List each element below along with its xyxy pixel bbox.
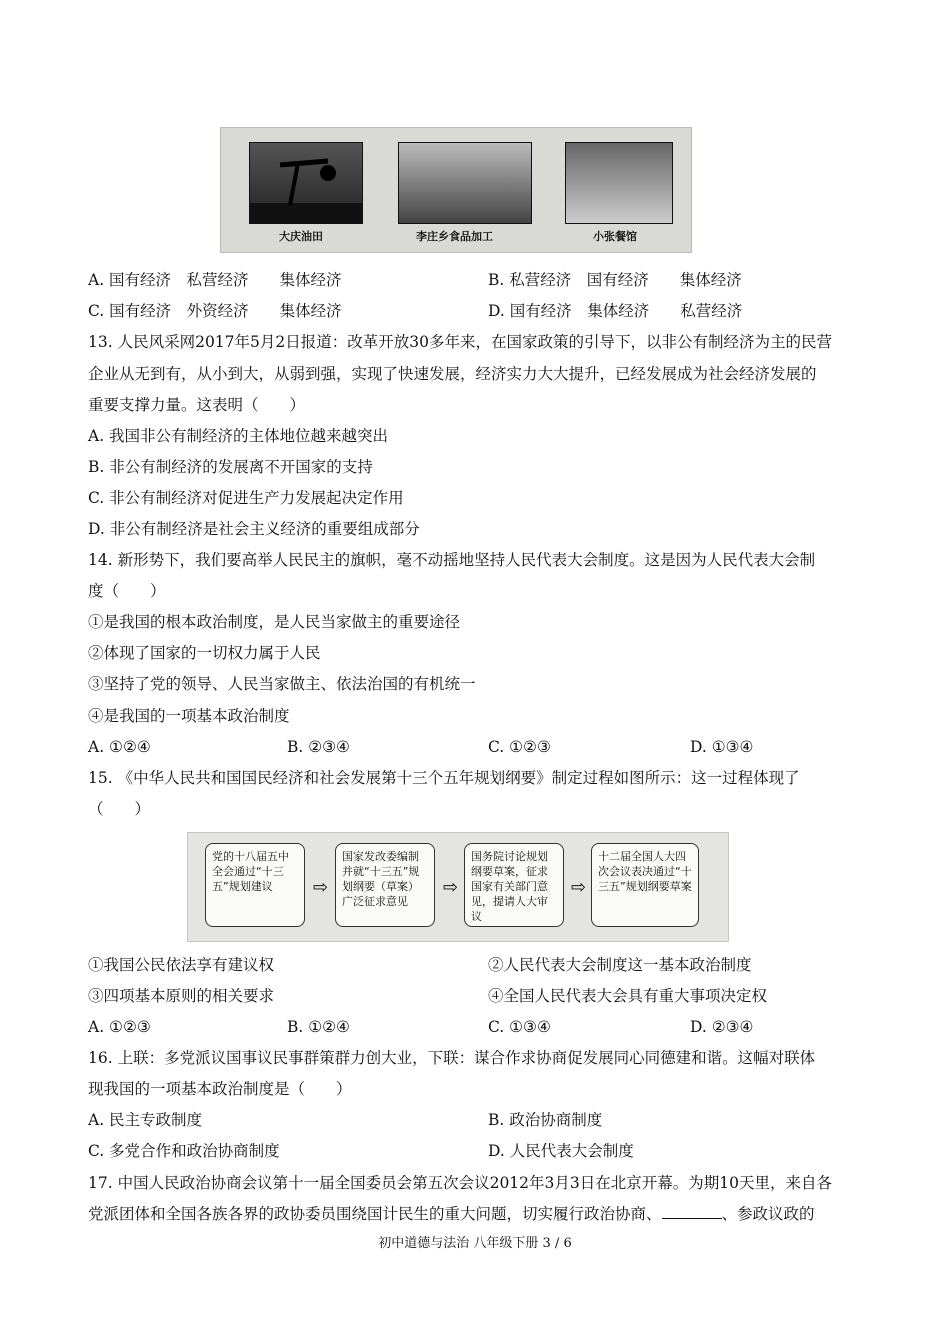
q16-stem-line-2: 现我国的一项基本政治制度是（ ）: [88, 1080, 352, 1098]
oil-pump-icon: [250, 143, 362, 223]
q16-option-c[interactable]: C. 多党合作和政治协商制度: [88, 1142, 280, 1160]
q13-option-a[interactable]: A. 我国非公有制经济的主体地位越来越突出: [88, 427, 389, 445]
q15-stem-line-2: （ ）: [88, 800, 151, 818]
q17-stem-line-2-part-b: 、参政议政的: [721, 1205, 815, 1223]
q17-stem-line-2: [88, 1203, 815, 1225]
oilfield-photo: [249, 142, 363, 224]
flow-step-1: 党的十八届五中全会通过“十三五”规划建议: [205, 843, 305, 927]
q14-item-4: ④是我国的一项基本政治制度: [88, 707, 290, 725]
q16-option-b[interactable]: B. 政治协商制度: [488, 1111, 603, 1129]
caption-restaurant: 小张餐馆: [593, 230, 637, 243]
q13-option-c[interactable]: C. 非公有制经济对促进生产力发展起决定作用: [88, 489, 404, 507]
q14-option-a[interactable]: A. ①②④: [88, 738, 151, 756]
q14-stem-line-1: 14. 新形势下，我们要高举人民民主的旗帜，毫不动摇地坚持人民代表大会制度。这是因为人民代表大会制: [88, 551, 816, 569]
q14-option-c[interactable]: C. ①②③: [488, 738, 551, 756]
q12-option-d[interactable]: D. 国有经济 集体经济 私营经济: [488, 302, 743, 320]
q15-option-c[interactable]: C. ①③④: [488, 1018, 551, 1036]
q15-option-b[interactable]: B. ①②④: [287, 1018, 350, 1036]
q15-option-a[interactable]: A. ①②③: [88, 1018, 151, 1036]
flow-arrow-icon: ⇨: [571, 877, 587, 898]
q16-option-a[interactable]: A. 民主专政制度: [88, 1111, 203, 1129]
q15-option-d[interactable]: D. ②③④: [690, 1018, 754, 1036]
q14-option-b[interactable]: B. ②③④: [287, 738, 350, 756]
caption-oilfield: 大庆油田: [279, 230, 323, 243]
flow-arrow-icon: ⇨: [443, 877, 459, 898]
q14-item-2: ②体现了国家的一切权力属于人民: [88, 644, 321, 662]
flow-step-3: 国务院讨论规划纲要草案，征求国家有关部门意见，提请人大审议: [464, 843, 564, 927]
q13-stem-line-2: 企业从无到有，从小到大，从弱到强，实现了快速发展，经济实力大大提升，已经发展成为社会经济发展的: [88, 365, 817, 383]
q13-stem-line-3: 重要支撑力量。这表明（ ）: [88, 396, 306, 414]
restaurant-photo: [565, 142, 673, 224]
q17-answer-blank[interactable]: [662, 1204, 722, 1219]
food-processing-photo: [398, 142, 532, 224]
q12-option-c[interactable]: C. 国有经济 外资经济 集体经济: [88, 302, 342, 320]
q16-option-d[interactable]: D. 人民代表大会制度: [488, 1142, 634, 1160]
q13-option-d[interactable]: D. 非公有制经济是社会主义经济的重要组成部分: [88, 520, 420, 538]
q15-item-4: ④全国人民代表大会具有重大事项决定权: [488, 987, 768, 1005]
flow-arrow-icon: ⇨: [313, 877, 329, 898]
q13-stem-line-1: 13. 人民风采网2017年5月2日报道：改革开放30多年来，在国家政策的引导下，以非公有制经济为主的民营: [88, 333, 832, 351]
flow-step-4: 十二届全国人大四次会议表决通过“十三五”规划纲要草案: [591, 843, 699, 927]
q14-stem-line-2: 度（ ）: [88, 582, 166, 600]
q15-item-3: ③四项基本原则的相关要求: [88, 987, 275, 1005]
q14-option-d[interactable]: D. ①③④: [690, 738, 754, 756]
q15-item-1: ①我国公民依法享有建议权: [88, 956, 275, 974]
q14-item-1: ①是我国的根本政治制度，是人民当家做主的重要途径: [88, 613, 461, 631]
q16-stem-line-1: 16. 上联：多党派议国事议民事群策群力创大业，下联：谋合作求协商促发展同心同德建和谐。这幅对联体: [88, 1049, 816, 1067]
q17-stem-line-2-part-a: 党派团体和全国各族各界的政协委员围绕国计民生的重大问题，切实履行政治协商、: [88, 1205, 662, 1223]
q15-stem-line-1: 15. 《中华人民共和国国民经济和社会发展第十三个五年规划纲要》制定过程如图所示：这一过程体现了: [88, 769, 800, 787]
q12-option-b[interactable]: B. 私营经济 国有经济 集体经济: [488, 271, 742, 289]
q12-photo-figure: [220, 127, 692, 253]
flow-step-2: 国家发改委编制并就“十三五”规划纲要（草案）广泛征求意见: [335, 843, 435, 927]
q14-item-3: ③坚持了党的领导、人民当家做主、依法治国的有机统一: [88, 675, 476, 693]
q12-option-a[interactable]: A. 国有经济 私营经济 集体经济: [88, 271, 342, 289]
caption-food-processing: 李庄乡食品加工: [416, 230, 493, 243]
q17-stem-line-1: 17. 中国人民政治协商会议第十一届全国委员会第五次会议2012年3月3日在北京开幕。为期10天里，来自各: [88, 1174, 832, 1192]
page-footer: 初中道德与法治 八年级下册 3 / 6: [378, 1236, 572, 1251]
q15-item-2: ②人民代表大会制度这一基本政治制度: [488, 956, 752, 974]
q13-option-b[interactable]: B. 非公有制经济的发展离不开国家的支持: [88, 458, 373, 476]
q15-flowchart: [187, 832, 729, 942]
